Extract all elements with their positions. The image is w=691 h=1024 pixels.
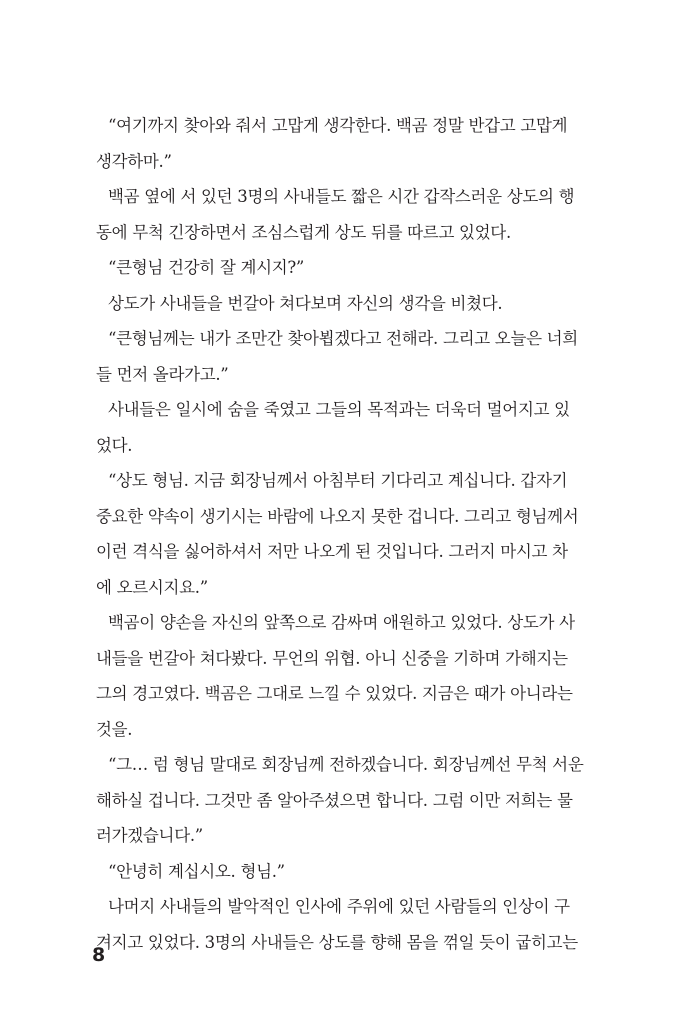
text-line: 그의 경고였다. 백곰은 그대로 느낄 수 있었다. 지금은 때가 아니라는 [96, 684, 573, 703]
text-line: 이런 격식을 싫어하셔서 저만 나오게 된 것입니다. 그러지 마시고 차 [96, 542, 568, 561]
text-line: “안녕히 계십시오. 형님.” [108, 861, 285, 881]
page-number: 8 [92, 944, 106, 966]
text-line: “그… 럼 형님 말대로 회장님께 전하겠습니다. 회장님께선 무척 서운 [108, 755, 584, 774]
text-line: 동에 무척 긴장하면서 조심스럽게 상도 뒤를 따르고 있었다. [96, 222, 511, 242]
text-line: 것을. [96, 719, 133, 739]
text-line: 내들을 번갈아 쳐다봤다. 무언의 위협. 아니 신중을 기하며 가해지는 [96, 648, 568, 668]
text-line: “상도 형님. 지금 회장님께서 아침부터 기다리고 계십니다. 갑자기 [108, 471, 568, 490]
body-text [96, 108, 588, 960]
text-line: 겨지고 있었다. 3명의 사내들은 상도를 향해 몸을 꺾일 듯이 굽히고는 [96, 932, 578, 952]
text-line: 상도가 사내들을 번갈아 쳐다보며 자신의 생각을 비쳤다. [108, 293, 503, 313]
text-line: 나머지 사내들의 발악적인 인사에 주위에 있던 사람들의 인상이 구 [108, 897, 570, 916]
text-line: 었다. [96, 435, 133, 455]
text-line: 생각하마.” [96, 151, 172, 171]
text-line: 해하실 겁니다. 그것만 좀 알아주셨으면 합니다. 그럼 이만 저희는 물 [96, 790, 573, 810]
text-line: “큰형님께는 내가 조만간 찾아뵙겠다고 전해라. 그리고 오늘은 너희 [108, 329, 578, 348]
text-line: “여기까지 찾아와 줘서 고맙게 생각한다. 백곰 정말 반갑고 고맙게 [108, 116, 568, 135]
text-line: 사내들은 일시에 숨을 죽였고 그들의 목적과는 더욱더 멀어지고 있 [108, 400, 570, 419]
text-line: 백곰 옆에 서 있던 3명의 사내들도 짧은 시간 갑작스러운 상도의 행 [108, 187, 575, 206]
text-line: 중요한 약속이 생기시는 바람에 나오지 못한 겁니다. 그리고 형님께서 [96, 506, 579, 526]
text-line: 러가겠습니다.” [96, 826, 203, 845]
text-line: 백곰이 양손을 자신의 앞쪽으로 감싸며 애원하고 있었다. 상도가 사 [108, 613, 575, 632]
text-line: “큰형님 건강히 잘 계시지?” [108, 258, 305, 277]
text-line: 에 오르시지요.” [96, 577, 208, 597]
text-line: 들 먼저 올라가고.” [96, 364, 229, 384]
